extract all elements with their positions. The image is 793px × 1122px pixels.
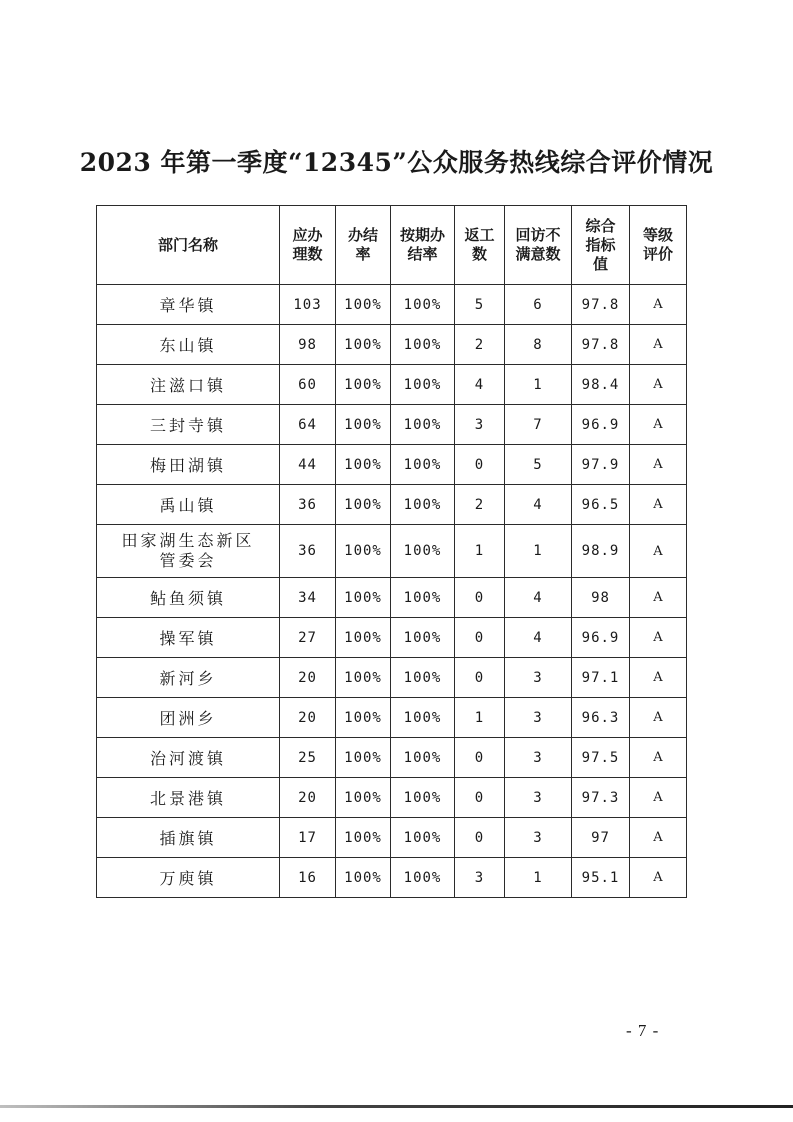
ontime-rate-cell: 100% [391, 445, 455, 485]
completion-rate-cell: 100% [336, 698, 391, 738]
column-header-rework-count [455, 206, 505, 285]
column-header-line: 满意数 [515, 245, 561, 263]
rework-count-cell: 1 [455, 525, 505, 578]
department-name-cell [97, 445, 280, 485]
table-row [97, 618, 687, 658]
dissatisfied-count-cell: 3 [505, 778, 572, 818]
column-header-line: 综合 [585, 216, 616, 235]
column-header-line: 按期办 [399, 226, 445, 244]
grade-cell: A [630, 658, 687, 698]
assigned-count-cell: 36 [280, 525, 336, 578]
completion-rate-cell: 100% [336, 818, 391, 858]
column-header-dissatisfied-count [505, 206, 572, 285]
table-row [97, 405, 687, 445]
ontime-rate-cell: 100% [391, 738, 455, 778]
assigned-count-cell: 20 [280, 658, 336, 698]
department-name-line: 插旗镇 [159, 829, 217, 848]
column-header-line: 率 [355, 245, 371, 263]
header-row [97, 206, 687, 285]
column-header-department-name [97, 206, 280, 285]
grade-cell: A [630, 325, 687, 365]
grade-cell: A [630, 285, 687, 325]
column-header-line: 等级 [642, 226, 673, 244]
department-name-line: 万庾镇 [159, 869, 217, 888]
department-name-line: 管委会 [159, 551, 217, 570]
completion-rate-cell: 100% [336, 405, 391, 445]
ontime-rate-cell: 100% [391, 325, 455, 365]
department-name-cell [97, 698, 280, 738]
ontime-rate-cell: 100% [391, 618, 455, 658]
composite-score-cell: 97.5 [572, 738, 630, 778]
composite-score-cell: 96.9 [572, 618, 630, 658]
column-header-line: 应办 [292, 226, 323, 244]
ontime-rate-cell: 100% [391, 578, 455, 618]
grade-cell: A [630, 485, 687, 525]
completion-rate-cell: 100% [336, 578, 391, 618]
table-row [97, 658, 687, 698]
department-name-cell [97, 285, 280, 325]
department-name-cell [97, 485, 280, 525]
department-name-cell [97, 365, 280, 405]
dissatisfied-count-cell: 6 [505, 285, 572, 325]
column-header-line: 值 [592, 254, 608, 273]
rework-count-cell: 4 [455, 365, 505, 405]
composite-score-cell: 97.3 [572, 778, 630, 818]
department-name-line: 田家湖生态新区 [121, 531, 255, 550]
completion-rate-cell: 100% [336, 738, 391, 778]
table-row [97, 578, 687, 618]
assigned-count-cell: 27 [280, 618, 336, 658]
department-name-line: 新河乡 [159, 669, 217, 688]
grade-cell: A [630, 578, 687, 618]
assigned-count-cell: 25 [280, 738, 336, 778]
rework-count-cell: 2 [455, 325, 505, 365]
department-name-cell [97, 525, 280, 578]
dissatisfied-count-cell: 7 [505, 405, 572, 445]
dissatisfied-count-cell: 3 [505, 738, 572, 778]
completion-rate-cell: 100% [336, 485, 391, 525]
column-header-grade [630, 206, 687, 285]
column-header-line: 评价 [642, 245, 673, 263]
dissatisfied-count-cell: 3 [505, 698, 572, 738]
department-name-cell [97, 858, 280, 898]
assigned-count-cell: 34 [280, 578, 336, 618]
assigned-count-cell: 20 [280, 778, 336, 818]
completion-rate-cell: 100% [336, 658, 391, 698]
column-header-composite-score [572, 206, 630, 285]
composite-score-cell: 96.5 [572, 485, 630, 525]
table-row [97, 325, 687, 365]
composite-score-cell: 98.4 [572, 365, 630, 405]
ontime-rate-cell: 100% [391, 285, 455, 325]
dissatisfied-count-cell: 1 [505, 858, 572, 898]
ontime-rate-cell: 100% [391, 698, 455, 738]
table-row [97, 285, 687, 325]
dissatisfied-count-cell: 1 [505, 365, 572, 405]
table-row [97, 445, 687, 485]
assigned-count-cell: 64 [280, 405, 336, 445]
grade-cell: A [630, 365, 687, 405]
dissatisfied-count-cell: 4 [505, 618, 572, 658]
department-name-cell [97, 738, 280, 778]
department-name-cell [97, 618, 280, 658]
rework-count-cell: 0 [455, 618, 505, 658]
completion-rate-cell: 100% [336, 778, 391, 818]
assigned-count-cell: 20 [280, 698, 336, 738]
completion-rate-cell: 100% [336, 365, 391, 405]
column-header-line: 指标 [585, 235, 616, 254]
department-name-cell [97, 578, 280, 618]
rework-count-cell: 1 [455, 698, 505, 738]
assigned-count-cell: 103 [280, 285, 336, 325]
column-header-ontime-rate [391, 206, 455, 285]
department-name-line: 梅田湖镇 [149, 456, 226, 475]
department-name-cell [97, 818, 280, 858]
ontime-rate-cell: 100% [391, 858, 455, 898]
department-name-line: 团洲乡 [159, 709, 217, 728]
completion-rate-cell: 100% [336, 525, 391, 578]
rework-count-cell: 0 [455, 778, 505, 818]
completion-rate-cell: 100% [336, 858, 391, 898]
dissatisfied-count-cell: 5 [505, 445, 572, 485]
table-row [97, 365, 687, 405]
dissatisfied-count-cell: 3 [505, 818, 572, 858]
table-row [97, 858, 687, 898]
department-name-cell [97, 405, 280, 445]
rework-count-cell: 3 [455, 858, 505, 898]
department-name-line: 禹山镇 [159, 496, 217, 515]
dissatisfied-count-cell: 1 [505, 525, 572, 578]
column-header-line: 理数 [292, 245, 323, 263]
composite-score-cell: 97.9 [572, 445, 630, 485]
page-number: - 7 - [626, 1021, 660, 1040]
column-header-line: 返工 [464, 226, 495, 244]
assigned-count-cell: 60 [280, 365, 336, 405]
dissatisfied-count-cell: 4 [505, 578, 572, 618]
table-row [97, 698, 687, 738]
rework-count-cell: 2 [455, 485, 505, 525]
department-name-line: 鲇鱼须镇 [149, 589, 226, 608]
composite-score-cell: 97.8 [572, 285, 630, 325]
column-header-line: 结率 [407, 245, 438, 263]
assigned-count-cell: 44 [280, 445, 336, 485]
composite-score-cell: 98.9 [572, 525, 630, 578]
grade-cell: A [630, 778, 687, 818]
column-header-assigned-count [280, 206, 336, 285]
grade-cell: A [630, 618, 687, 658]
grade-cell: A [630, 818, 687, 858]
table-row [97, 485, 687, 525]
ontime-rate-cell: 100% [391, 485, 455, 525]
rework-count-cell: 3 [455, 405, 505, 445]
grade-cell: A [630, 525, 687, 578]
composite-score-cell: 97.8 [572, 325, 630, 365]
assigned-count-cell: 98 [280, 325, 336, 365]
completion-rate-cell: 100% [336, 325, 391, 365]
department-name-line: 治河渡镇 [149, 749, 226, 768]
rework-count-cell: 0 [455, 818, 505, 858]
ontime-rate-cell: 100% [391, 525, 455, 578]
assigned-count-cell: 36 [280, 485, 336, 525]
column-header-completion-rate [336, 206, 391, 285]
evaluation-table [96, 205, 687, 898]
column-header-line: 回访不 [515, 226, 561, 244]
dissatisfied-count-cell: 8 [505, 325, 572, 365]
composite-score-cell: 96.3 [572, 698, 630, 738]
composite-score-cell: 98 [572, 578, 630, 618]
department-name-line: 北景港镇 [149, 789, 226, 808]
column-header-line: 数 [471, 245, 487, 263]
completion-rate-cell: 100% [336, 618, 391, 658]
ontime-rate-cell: 100% [391, 818, 455, 858]
rework-count-cell: 0 [455, 738, 505, 778]
grade-cell: A [630, 858, 687, 898]
table-body [97, 285, 687, 898]
dissatisfied-count-cell: 4 [505, 485, 572, 525]
composite-score-cell: 95.1 [572, 858, 630, 898]
rework-count-cell: 0 [455, 578, 505, 618]
rework-count-cell: 0 [455, 658, 505, 698]
assigned-count-cell: 17 [280, 818, 336, 858]
grade-cell: A [630, 738, 687, 778]
rework-count-cell: 0 [455, 445, 505, 485]
table-row [97, 738, 687, 778]
grade-cell: A [630, 445, 687, 485]
grade-cell: A [630, 405, 687, 445]
department-name-line: 注滋口镇 [149, 376, 226, 395]
rework-count-cell: 5 [455, 285, 505, 325]
completion-rate-cell: 100% [336, 285, 391, 325]
department-name-cell [97, 658, 280, 698]
department-name-line: 东山镇 [159, 336, 217, 355]
page-title: 2023 年第一季度“12345”公众服务热线综合评价情况 [79, 148, 714, 177]
column-header-line: 部门名称 [157, 235, 218, 254]
department-name-line: 操军镇 [159, 629, 217, 648]
grade-cell: A [630, 698, 687, 738]
department-name-line: 三封寺镇 [149, 416, 226, 435]
ontime-rate-cell: 100% [391, 405, 455, 445]
ontime-rate-cell: 100% [391, 778, 455, 818]
department-name-cell [97, 325, 280, 365]
column-header-line: 办结 [347, 226, 378, 244]
department-name-line: 章华镇 [159, 296, 217, 315]
dissatisfied-count-cell: 3 [505, 658, 572, 698]
bottom-rule [0, 1105, 793, 1108]
department-name-cell [97, 778, 280, 818]
table-row [97, 525, 687, 578]
ontime-rate-cell: 100% [391, 658, 455, 698]
composite-score-cell: 96.9 [572, 405, 630, 445]
table-row [97, 818, 687, 858]
completion-rate-cell: 100% [336, 445, 391, 485]
table-row [97, 778, 687, 818]
composite-score-cell: 97 [572, 818, 630, 858]
composite-score-cell: 97.1 [572, 658, 630, 698]
assigned-count-cell: 16 [280, 858, 336, 898]
ontime-rate-cell: 100% [391, 365, 455, 405]
